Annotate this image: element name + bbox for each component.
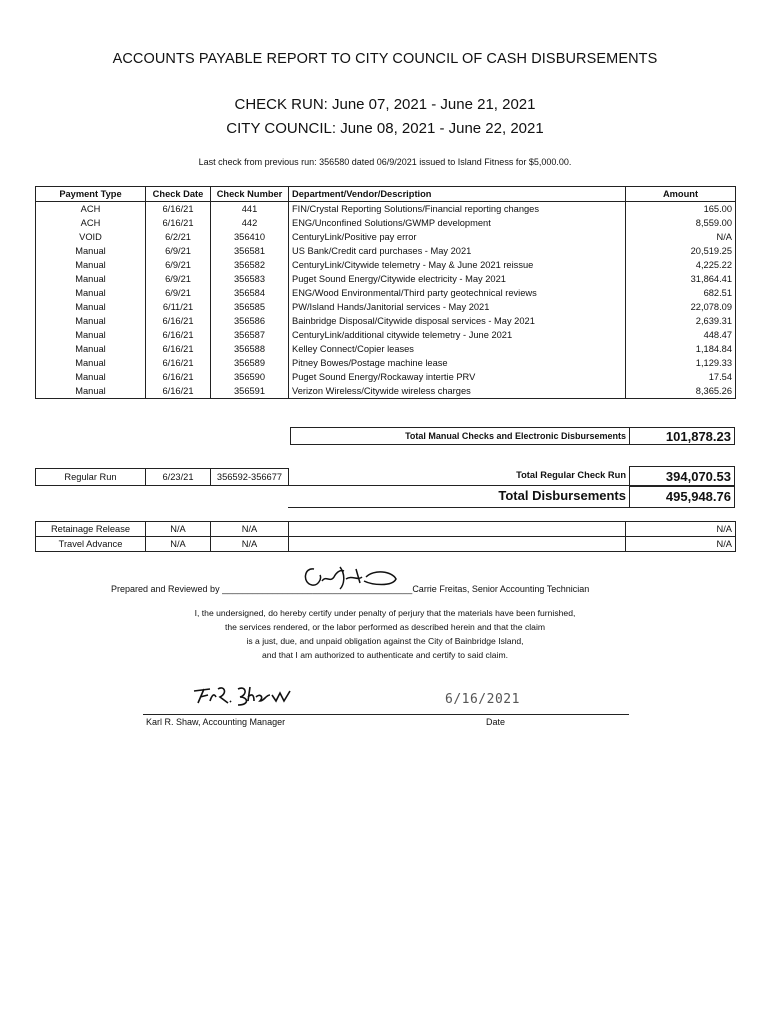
cell-check-number: 441 [211,202,289,217]
cell-payment-type: Manual [36,286,146,300]
table-row [36,244,736,258]
regular-run-total-value: 394,070.53 [629,466,735,486]
manual-total-value: 101,878.23 [629,427,735,445]
col-header-check-date: Check Date [146,187,211,202]
table-row [36,272,736,286]
cell-payment-type: ACH [36,216,146,230]
cell-description: PW/Island Hands/Janitorial services - May 2021 [289,300,626,314]
cell-payment-type: Manual [36,356,146,370]
other-desc [289,537,626,552]
cell-check-date: 6/9/21 [146,244,211,258]
cell-payment-type: VOID [36,230,146,244]
other-desc [289,522,626,537]
regular-run-type: Regular Run [35,468,146,486]
report-title: ACCOUNTS PAYABLE REPORT TO CITY COUNCIL OF CASH DISBURSEMENTS [112,51,658,67]
cell-payment-type: Manual [36,384,146,399]
total-disbursements-label: Total Disbursements [288,486,630,508]
cell-payment-type: Manual [36,258,146,272]
cell-check-number: 356591 [211,384,289,399]
check-run-period: CHECK RUN: June 07, 2021 - June 21, 2021 [234,96,536,113]
cell-amount: 17.54 [626,370,736,384]
table-row [36,342,736,356]
table-row [36,230,736,244]
disbursement-table [35,186,736,399]
cell-amount: 8,365.26 [626,384,736,399]
cell-check-number: 356583 [211,272,289,286]
col-header-amount: Amount [626,187,736,202]
cell-description: CenturyLink/Positive pay error [289,230,626,244]
cell-check-number: 356581 [211,244,289,258]
certification-line-4: and that I am authorized to authenticate and certify to said claim. [261,650,509,660]
cell-description: Verizon Wireless/Citywide wireless charges [289,384,626,399]
cell-description: Puget Sound Energy/Rockaway intertie PRV [289,370,626,384]
cell-amount: 22,078.09 [626,300,736,314]
cell-amount: N/A [626,230,736,244]
cell-amount: 1,129.33 [626,356,736,370]
cell-description: Pitney Bowes/Postage machine lease [289,356,626,370]
manual-total-label: Total Manual Checks and Electronic Disbursements [290,427,630,445]
cell-payment-type: Manual [36,244,146,258]
other-amount: N/A [626,537,736,552]
col-header-description: Department/Vendor/Description [289,187,626,202]
cell-check-date: 6/11/21 [146,300,211,314]
other-date: N/A [146,537,211,552]
cell-description: ENG/Unconfined Solutions/GWMP development [289,216,626,230]
cell-check-number: 442 [211,216,289,230]
cell-check-date: 6/9/21 [146,258,211,272]
other-items-table [35,521,736,552]
cell-description: FIN/Crystal Reporting Solutions/Financial reporting changes [289,202,626,217]
cell-check-date: 6/16/21 [146,342,211,356]
cell-check-number: 356410 [211,230,289,244]
cell-check-number: 356586 [211,314,289,328]
cell-description: Puget Sound Energy/Citywide electricity - May 2021 [289,272,626,286]
cell-description: CenturyLink/Citywide telemetry - May & June 2021 reissue [289,258,626,272]
cell-description: CenturyLink/additional citywide telemetry - June 2021 [289,328,626,342]
approver-name: Karl R. Shaw, Accounting Manager [146,717,286,727]
cell-payment-type: Manual [36,300,146,314]
cell-payment-type: Manual [36,370,146,384]
other-type: Travel Advance [36,537,146,552]
cell-check-number: 356588 [211,342,289,356]
cell-check-date: 6/9/21 [146,286,211,300]
cell-description: Kelley Connect/Copier leases [289,342,626,356]
cell-check-number: 356587 [211,328,289,342]
cell-check-date: 6/16/21 [146,356,211,370]
preparer-name: Carrie Freitas, Senior Accounting Technician [412,584,590,594]
approval-date-label: Date [486,717,506,727]
cell-amount: 20,519.25 [626,244,736,258]
approval-date-value: 6/16/2021 [445,692,520,707]
table-row [36,286,736,300]
other-number: N/A [211,522,289,537]
cell-amount: 165.00 [626,202,736,217]
table-row [36,216,736,230]
cell-check-number: 356584 [211,286,289,300]
cell-payment-type: ACH [36,202,146,217]
certification-line-3: is a just, due, and unpaid obligation against the City of Bainbridge Island, [246,636,524,646]
cell-check-date: 6/2/21 [146,230,211,244]
regular-run-total-label: Total Regular Check Run [288,466,630,486]
cell-check-date: 6/16/21 [146,384,211,399]
cell-check-date: 6/16/21 [146,216,211,230]
cell-description: ENG/Wood Environmental/Third party geotechnical reviews [289,286,626,300]
table-row [36,356,736,370]
city-council-period: CITY COUNCIL: June 08, 2021 - June 22, 2021 [226,120,544,137]
regular-run-date: 6/23/21 [145,468,211,486]
table-row [36,537,736,552]
cell-check-date: 6/16/21 [146,370,211,384]
cell-payment-type: Manual [36,314,146,328]
cell-check-date: 6/9/21 [146,272,211,286]
table-row [36,384,736,399]
table-row [36,328,736,342]
table-row [36,258,736,272]
other-type: Retainage Release [36,522,146,537]
col-header-check-number: Check Number [211,187,289,202]
table-header-row [36,187,736,202]
table-row [36,522,736,537]
col-header-payment-type: Payment Type [36,187,146,202]
cell-amount: 8,559.00 [626,216,736,230]
prepared-label: Prepared and Reviewed by ______________________________________Carrie Freitas, Senior Accounting Technician [111,584,590,594]
cell-check-number: 356582 [211,258,289,272]
last-check-note: Last check from previous run: 356580 dated 06/9/2021 issued to Island Fitness for $5,000.00. [198,157,572,167]
table-body [36,202,736,399]
cell-description: US Bank/Credit card purchases - May 2021 [289,244,626,258]
table-row [36,300,736,314]
cell-amount: 4,225.22 [626,258,736,272]
cell-payment-type: Manual [36,272,146,286]
regular-run-check-range: 356592-356677 [210,468,289,486]
cell-check-number: 356585 [211,300,289,314]
approval-signature-line [143,714,629,715]
approver-signature [190,683,300,709]
cell-amount: 31,864.41 [626,272,736,286]
table-row [36,202,736,217]
total-disbursements-value: 495,948.76 [629,486,735,508]
table-row [36,370,736,384]
cell-payment-type: Manual [36,328,146,342]
cell-check-date: 6/16/21 [146,202,211,217]
other-date: N/A [146,522,211,537]
cell-payment-type: Manual [36,342,146,356]
cell-check-date: 6/16/21 [146,314,211,328]
certification-line-2: the services rendered, or the labor performed as described herein and that the claim [224,622,546,632]
other-amount: N/A [626,522,736,537]
cell-description: Bainbridge Disposal/Citywide disposal services - May 2021 [289,314,626,328]
cell-amount: 448.47 [626,328,736,342]
cell-check-date: 6/16/21 [146,328,211,342]
cell-check-number: 356590 [211,370,289,384]
cell-amount: 1,184.84 [626,342,736,356]
other-number: N/A [211,537,289,552]
cell-check-number: 356589 [211,356,289,370]
certification-line-1: I, the undersigned, do hereby certify under penalty of perjury that the materials have been furnished, [194,608,576,618]
cell-amount: 682.51 [626,286,736,300]
table-row [36,314,736,328]
prepared-signature-line: ______________________________________ [222,584,413,594]
cell-amount: 2,639.31 [626,314,736,328]
